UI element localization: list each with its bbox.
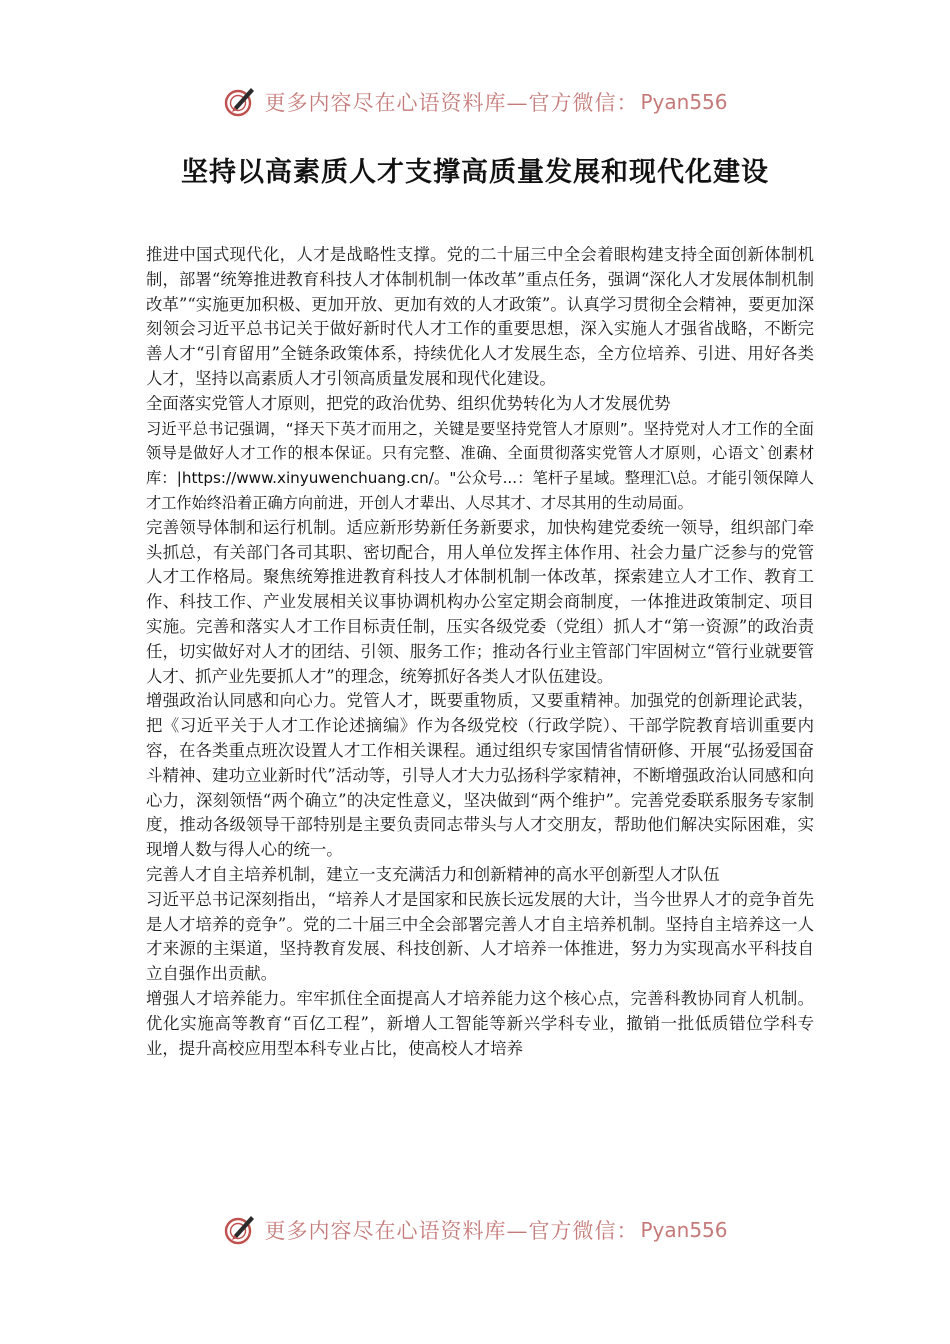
paragraph-quote-2: 习近平总书记深刻指出，“培养人才是国家和民族长远发展的大计，当今世界人才的竞争首先是人才培养的竞争”。党的二十届三中全会部署完善人才自主培养机制。坚持自主培养这一人才来源的主渠道，坚持教育发展、科技创新、人才培养一体推进，努力为实现高水平科技自立自强作出贡献。 bbox=[146, 889, 814, 984]
banner-text: 更多内容尽在心语资料库—官方微信： bbox=[264, 91, 639, 115]
section-heading-2: 完善人才自主培养机制，建立一支充满活力和创新精神的高水平创新型人才队伍 bbox=[146, 864, 720, 884]
banner-wechat-id: Pyan556 bbox=[640, 1218, 728, 1242]
page-title: 坚持以高素质人才支撑高质量发展和现代化建设 bbox=[181, 157, 769, 188]
footer-banner bbox=[0, 1210, 950, 1250]
banner-wechat-id: Pyan556 bbox=[640, 90, 728, 114]
pen-logo-icon bbox=[222, 1212, 258, 1248]
pen-logo-icon bbox=[222, 84, 258, 120]
paragraph-intro: 推进中国式现代化，人才是战略性支撑。党的二十届三中全会着眼构建支持全面创新体制机制，部署“统筹推进教育科技人才体制机制一体改革”重点任务，强调“深化人才发展体制机制改革”“实施更加积极、更加开放、更加有效的人才政策”。认真学习贯彻全会精神，要更加深刻领会习近平总书记关于做好新时代人才工作的重要思想，深入实施人才强省战略，不断完善人才“引育留用”全链条政策体系，持续优化人才发展生态，全方位培养、引进、用好各类人才，坚持以高素质人才引领高质量发展和现代化建设。 bbox=[146, 245, 814, 388]
banner-text: 更多内容尽在心语资料库—官方微信： bbox=[264, 1219, 639, 1243]
header-banner bbox=[0, 82, 950, 122]
paragraph-leadership: 完善领导体制和运行机制。适应新形势新任务新要求，加快构建党委统一领导，组织部门牵头抓总，有关部门各司其职、密切配合，用人单位发挥主体作用、社会力量广泛参与的党管人才工作格局。聚焦统筹推进教育科技人才体制机制一体改革，探索建立人才工作、教育工作、科技工作、产业发展相关议事协调机构办公室定期会商制度，一体推进政策制定、项目实施。完善和落实人才工作目标责任制，压实各级党委（党组）抓人才“第一资源”的政治责任，切实做好对人才的团结、引领、服务工作；推动各行业主管部门牢固树立“管行业就要管人才、抓产业先要抓人才”的理念，统筹抓好各类人才队伍建设。 bbox=[146, 517, 814, 686]
article-body bbox=[146, 243, 814, 1061]
paragraph-training: 增强人才培养能力。牢牢抓住全面提高人才培养能力这个核心点，完善科教协同育人机制。优化实施高等教育“百亿工程”，新增人工智能等新兴学科专业，撤销一批低质错位学科专业，提升高校应用型本科专业占比，使高校人才培养 bbox=[146, 988, 814, 1058]
paragraph-quote-1: 习近平总书记强调，“择天下英才而用之，关键是要坚持党管人才原则”。坚持党对人才工作的全面领导是做好人才工作的根本保证。只有完整、准确、全面贯彻落实党管人才原则，心语文`创素材库：|https://www.xinyuwenchuang.cn/。"公众号...：笔杆子星域。整理汇\总。才能引领保障人才工作始终沿着正确方向前进，开创人才辈出、人尽其才、才尽其用的生动局面。 bbox=[146, 419, 814, 512]
section-heading-1: 全面落实党管人才原则，把党的政治优势、组织优势转化为人才发展优势 bbox=[146, 393, 671, 413]
paragraph-political-identity: 增强政治认同感和向心力。党管人才，既要重物质，又要重精神。加强党的创新理论武装，把《习近平关于人才工作论述摘编》作为各级党校（行政学院）、干部学院教育培训重要内容，在各类重点班次设置人才工作相关课程。通过组织专家国情省情研修、开展“弘扬爱国奋斗精神、建功立业新时代”活动等，引导人才大力弘扬科学家精神，不断增强政治认同感和向心力，深刻领悟“两个确立”的决定性意义，坚决做到“两个维护”。完善党委联系服务专家制度，推动各级领导干部特别是主要负责同志带头与人才交朋友，帮助他们解决实际困难，实现增人数与得人心的统一。 bbox=[146, 691, 814, 860]
